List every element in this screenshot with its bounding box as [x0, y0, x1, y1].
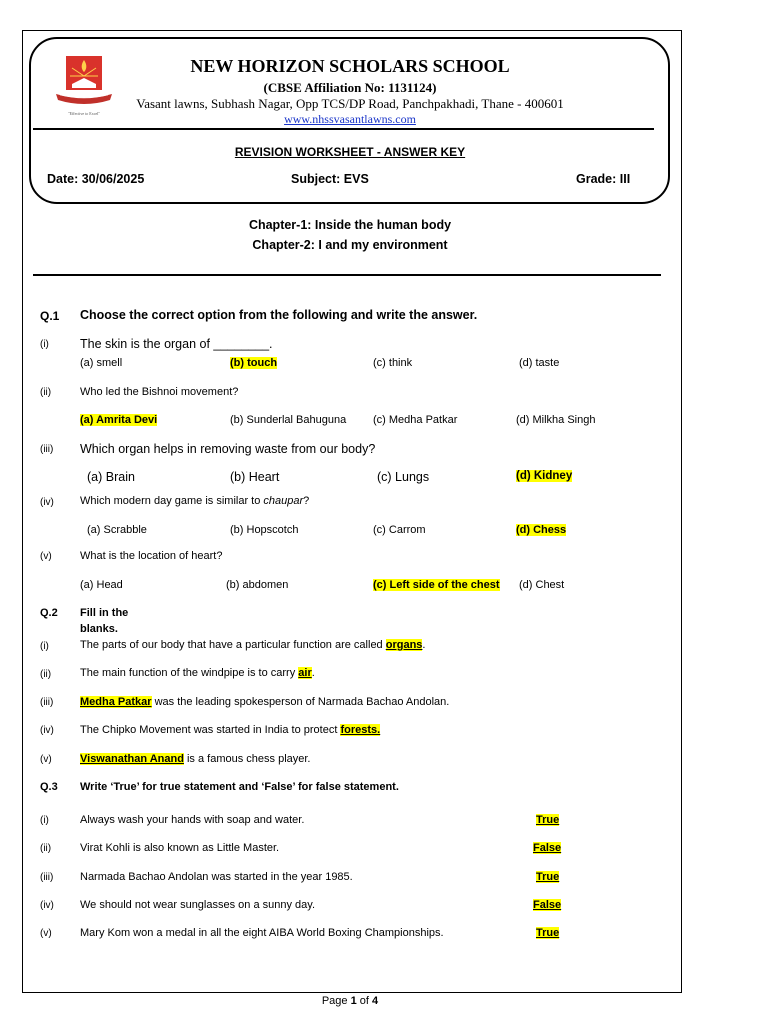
header-rule: [33, 128, 654, 130]
q1-item-num: (iii): [40, 444, 54, 455]
q2-item-num: (i): [40, 641, 49, 652]
q1-option: (a) Scrabble: [87, 524, 147, 536]
q2-item-num: (v): [40, 754, 52, 765]
q3-answer: False: [533, 899, 562, 911]
q1-item-num: (i): [40, 339, 49, 350]
q1-item-num: (v): [40, 551, 52, 562]
q1-answer-option: (b) touch: [230, 357, 278, 369]
q1-question: Which organ helps in removing waste from our body?: [80, 442, 376, 456]
q1-option: (c) think: [373, 357, 413, 369]
q3-statement: Virat Kohli is also known as Little Master.: [80, 842, 280, 854]
q1-answer-option: (a) Amrita Devi: [80, 414, 158, 426]
q3-answer: True: [536, 814, 560, 826]
q1-question-text: Which modern day game is similar to: [80, 495, 264, 507]
q3-instruction: Write ‘True’ for true statement and ‘False’ for false statement.: [80, 781, 399, 793]
q2-text-end: .: [311, 667, 315, 679]
q1-answer-option: (c) Left side of the chest: [373, 579, 500, 591]
q1-option: (c) Carrom: [373, 524, 426, 536]
q2-text-end: is a famous chess player.: [183, 753, 311, 765]
affiliation: (CBSE Affiliation No: 1131124): [263, 80, 437, 95]
q2-text: The main function of the windpipe is to carry: [80, 667, 299, 679]
q3-answer: True: [536, 871, 560, 883]
footer-of: of: [356, 995, 373, 1007]
q2-answer: Viswanathan Anand: [80, 753, 184, 765]
q1-option: (b) Hopscotch: [230, 524, 299, 536]
q1-answer-option: (d) Chess: [516, 524, 567, 536]
date: Date: 30/06/2025: [47, 172, 145, 186]
q1-option: (c) Medha Patkar: [373, 414, 458, 426]
q1-option: (a) Brain: [87, 470, 135, 484]
school-name: NEW HORIZON SCHOLARS SCHOOL: [190, 56, 510, 76]
section-divider: [33, 274, 661, 276]
q2-item: [80, 753, 310, 765]
q1-option: (a) smell: [80, 357, 123, 369]
q1-number: Q.1: [40, 309, 60, 323]
q2-text: The Chipko Movement was started in India to protect: [80, 724, 341, 736]
q1-option: (d) taste: [519, 357, 560, 369]
chapter-1: Chapter-1: Inside the human body: [248, 218, 452, 232]
q2-item: [80, 639, 425, 651]
q3-number: Q.3: [40, 781, 58, 793]
q2-text: The parts of our body that have a particular function are called: [80, 639, 386, 651]
q3-answer: False: [533, 842, 562, 854]
q2-answer: Medha Patkar: [80, 696, 152, 708]
school-address: Vasant lawns, Subhash Nagar, Opp TCS/DP Road, Panchpakhadi, Thane - 400601: [136, 96, 564, 111]
worksheet-title: REVISION WORKSHEET - ANSWER KEY: [234, 145, 466, 159]
page-total: 4: [372, 995, 379, 1007]
q2-answer: organs: [385, 639, 423, 651]
q1-instruction: Choose the correct option from the following and write the answer.: [80, 308, 478, 322]
q1-item-num: (ii): [40, 387, 52, 398]
school-logo: [52, 54, 116, 118]
q1-option: (b) Heart: [230, 470, 280, 484]
q1-option: (d) Chest: [519, 579, 565, 591]
q3-answer: True: [536, 927, 560, 939]
q1-question: What is the location of heart?: [80, 550, 223, 562]
q1-question: [80, 495, 309, 507]
q2-item-num: (iii): [40, 697, 54, 708]
q2-instruction: Fill in the: [80, 607, 129, 619]
q1-question: Who led the Bishnoi movement?: [80, 386, 239, 398]
q3-item-num: (v): [40, 928, 52, 939]
q1-answer-option: (d) Kidney: [516, 470, 573, 482]
q2-item: [80, 667, 315, 679]
q3-statement: Always wash your hands with soap and water.: [80, 814, 305, 826]
chapter-2: Chapter-2: I and my environment: [252, 238, 448, 252]
q1-option: (c) Lungs: [377, 470, 430, 484]
q1-question-emphasis: chaupar: [263, 495, 304, 507]
q2-item: [80, 724, 380, 736]
footer-text: Page: [321, 995, 351, 1007]
q2-text-end: .: [422, 639, 426, 651]
q2-item-num: (ii): [40, 669, 52, 680]
q1-question: The skin is the organ of ________.: [80, 337, 273, 351]
grade: Grade: III: [576, 172, 631, 186]
q2-instruction-cont: blanks.: [80, 623, 118, 635]
q2-number: Q.2: [40, 607, 58, 619]
q3-item-num: (iii): [40, 872, 54, 883]
svg-text:"Effective to Excel": "Effective to Excel": [67, 111, 101, 116]
q2-answer: air: [298, 667, 312, 679]
page-number: 1: [350, 995, 357, 1007]
website-link[interactable]: www.nhssvasantlawns.com: [284, 112, 416, 126]
q3-statement: Narmada Bachao Andolan was started in the year 1985.: [80, 871, 353, 883]
page-footer: [0, 995, 700, 1007]
q2-text-end: was the leading spokesperson of Narmada Bachao Andolan.: [151, 696, 450, 708]
q2-answer: forests.: [340, 724, 381, 736]
q1-option: (b) abdomen: [226, 579, 289, 591]
q2-item: [80, 696, 449, 708]
subject: Subject: EVS: [291, 172, 369, 186]
q1-question-end: ?: [303, 495, 310, 507]
q1-option: (b) Sunderlal Bahuguna: [230, 414, 347, 426]
q3-item-num: (i): [40, 815, 49, 826]
q1-item-num: (iv): [40, 497, 54, 508]
q1-option: (d) Milkha Singh: [516, 414, 596, 426]
q3-item-num: (ii): [40, 843, 52, 854]
q2-item-num: (iv): [40, 725, 54, 736]
q1-option: (a) Head: [80, 579, 123, 591]
q3-item-num: (iv): [40, 900, 54, 911]
q3-statement: Mary Kom won a medal in all the eight AIBA World Boxing Championships.: [80, 927, 444, 939]
q3-statement: We should not wear sunglasses on a sunny day.: [80, 899, 316, 911]
